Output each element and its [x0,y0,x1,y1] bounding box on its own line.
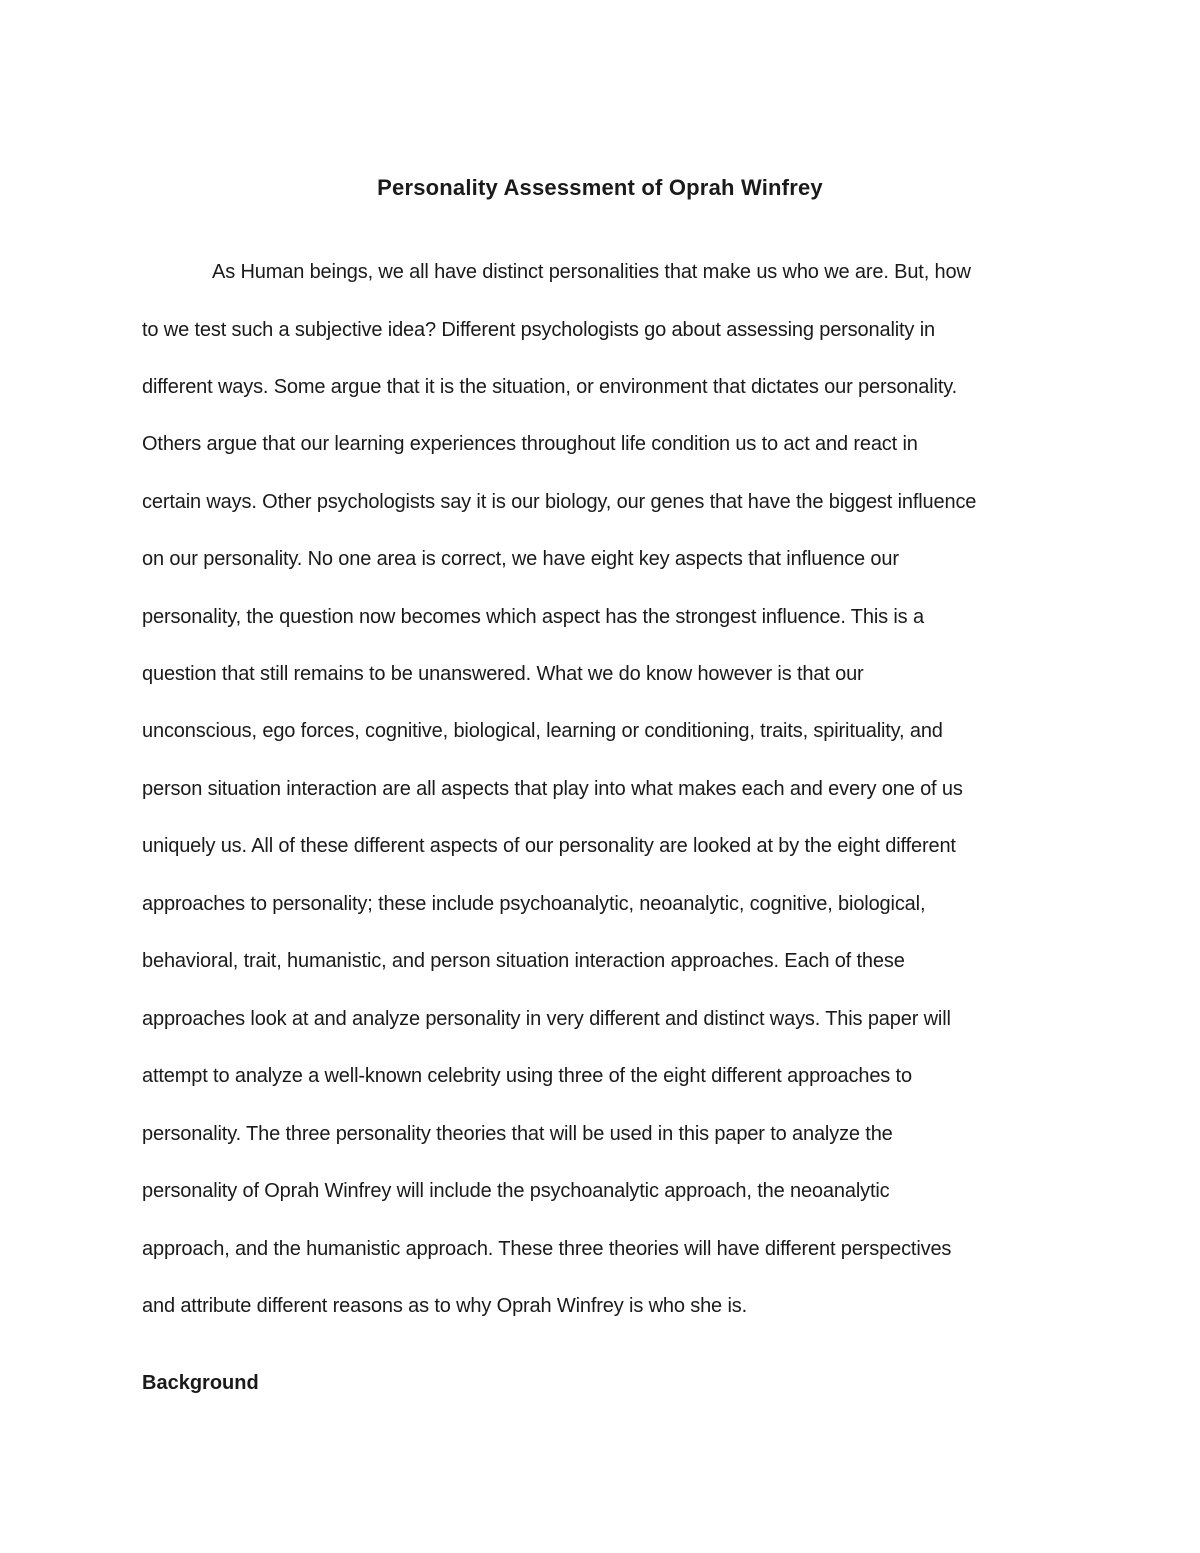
paragraph-line: Others argue that our learning experiences throughout life condition us to act and react in [142,433,918,455]
document-title: Personality Assessment of Oprah Winfrey [377,175,823,200]
paragraph-line: personality, the question now becomes which aspect has the strongest influence. This is a [142,606,924,628]
paragraph-line: certain ways. Other psychologists say it is our biology, our genes that have the biggest influence [142,491,977,513]
paragraph-line: attempt to analyze a well-known celebrity using three of the eight different approaches to [142,1065,912,1087]
paragraph-line: person situation interaction are all aspects that play into what makes each and every one of us [142,778,963,800]
paragraph-line: different ways. Some argue that it is the situation, or environment that dictates our personality. [142,376,957,398]
paragraph-line: uniquely us. All of these different aspects of our personality are looked at by the eight different [142,835,956,857]
paragraph-line: personality of Oprah Winfrey will include the psychoanalytic approach, the neoanalytic [142,1180,890,1202]
paragraph-line: and attribute different reasons as to why Oprah Winfrey is who she is. [142,1295,747,1317]
paragraph-line: approaches look at and analyze personality in very different and distinct ways. This paper will [142,1008,951,1030]
paragraph-line: As Human beings, we all have distinct personalities that make us who we are. But, how [212,261,971,283]
paragraph-line: personality. The three personality theories that will be used in this paper to analyze the [142,1123,893,1145]
section-heading-background: Background [142,1372,259,1394]
paragraph-line: behavioral, trait, humanistic, and person situation interaction approaches. Each of these [142,950,905,972]
paragraph-line: approach, and the humanistic approach. These three theories will have different perspectives [142,1238,952,1260]
paragraph-line: unconscious, ego forces, cognitive, biological, learning or conditioning, traits, spirituality, and [142,720,943,742]
paragraph-line: to we test such a subjective idea? Different psychologists go about assessing personality in [142,319,935,341]
paragraph-line: on our personality. No one area is correct, we have eight key aspects that influence our [142,548,899,570]
paragraph-line: approaches to personality; these include psychoanalytic, neoanalytic, cognitive, biological, [142,893,926,915]
paragraph-line: question that still remains to be unanswered. What we do know however is that our [142,663,864,685]
